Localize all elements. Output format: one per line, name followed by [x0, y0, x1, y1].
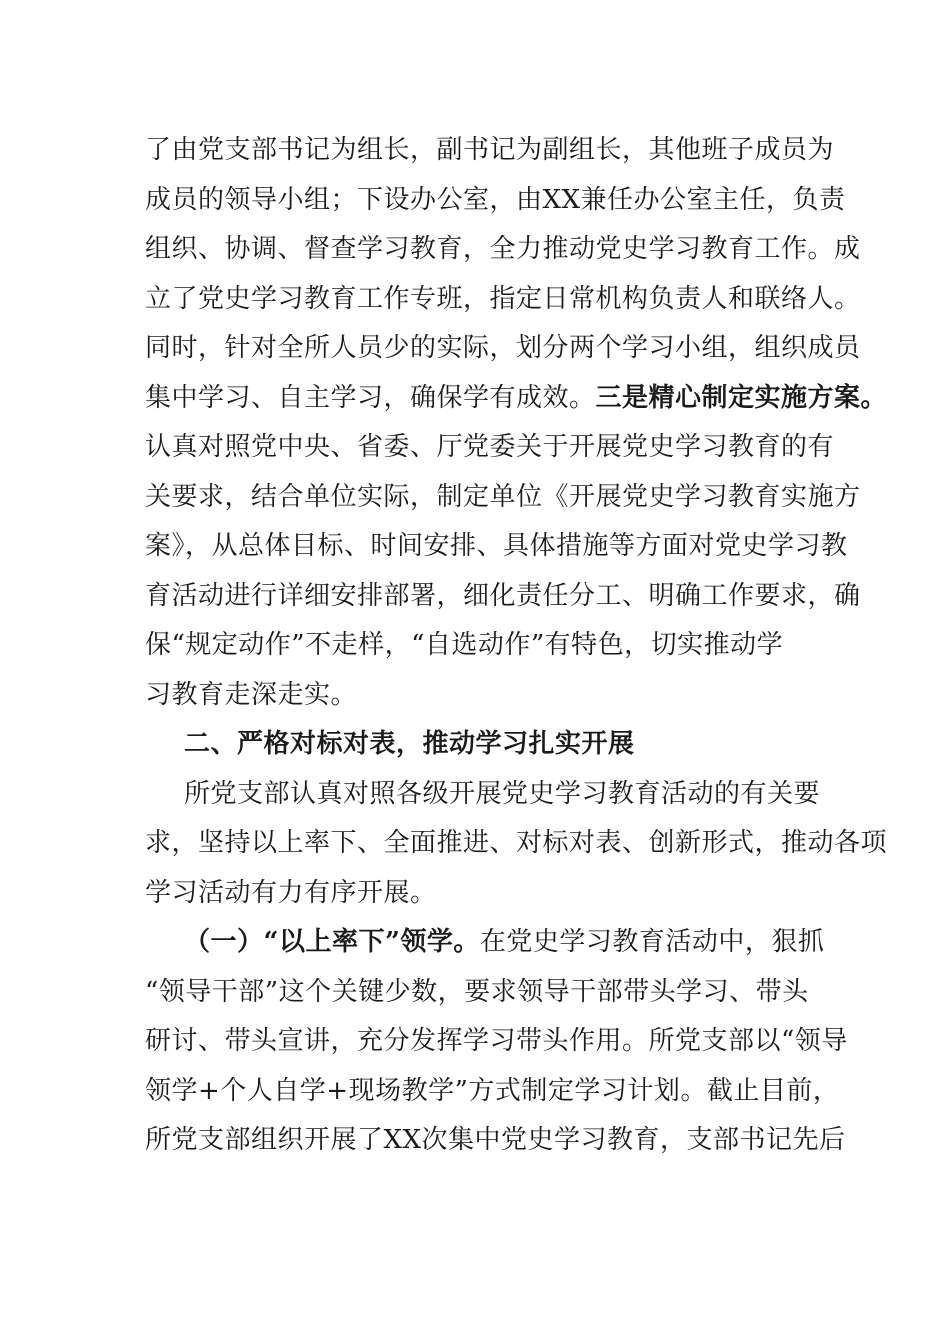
- text-line: 组织、协调、督查学习教育，全力推动党史学习教育工作。成: [145, 234, 861, 264]
- text-line: 了由党支部书记为组长，副书记为副组长，其他班子成员为: [145, 135, 835, 165]
- text-line: 立了党史学习教育工作专班，指定日常机构负责人和联络人。: [145, 283, 861, 314]
- text-line: 保“规定动作”不走样，“自选动作”有特色，切实推动学: [145, 630, 784, 660]
- text-line: 求，坚持以上率下、全面推进、对标对表、创新形式，推动各项: [145, 828, 888, 858]
- text-line: 同时，针对全所人员少的实际，划分两个学习小组，组织成员: [145, 333, 861, 363]
- text-line: 关要求，结合单位实际，制定单位《开展党史学习教育实施方: [145, 481, 861, 512]
- text-line: 学习活动有力有序开展。: [145, 877, 437, 908]
- text-line: 所党支部组织开展了XX次集中党史学习教育，支部书记先后: [145, 1125, 846, 1155]
- text-segment: 集中学习、自主学习，确保学有成效。: [145, 382, 596, 413]
- text-line: 习教育走深走实。: [145, 679, 358, 710]
- text-line: 成员的领导小组；下设办公室，由XX兼任办公室主任，负责: [145, 184, 846, 215]
- bold-heading-inline: 三是精心制定实施方案。: [595, 382, 888, 413]
- section-heading: 二、严格对标对表，推动学习扎实开展: [184, 729, 635, 759]
- text-line: 研讨、带头宣讲，充分发挥学习带头作用。所党支部以“领导: [145, 1026, 848, 1056]
- text-line: 案》，从总体目标、时间安排、具体措施等方面对党史学习教: [145, 531, 848, 561]
- text-segment: 在党史学习教育活动中，狠抓: [479, 927, 825, 957]
- text-line: “领导干部”这个关键少数，要求领导干部带头学习、带头: [145, 976, 809, 1007]
- text-line: [145, 374, 888, 424]
- text-line: 所党支部认真对照各级开展党史学习教育活动的有关要: [184, 778, 821, 809]
- text-line: [145, 918, 825, 968]
- text-line: 认真对照党中央、省委、厅党委关于开展党史学习教育的有: [145, 432, 835, 462]
- document-body: [145, 126, 888, 1166]
- text-line: 领学+个人自学+现场教学”方式制定学习计划。截止目前，: [145, 1075, 840, 1106]
- text-line: 育活动进行详细安排部署，细化责任分工、明确工作要求，确: [145, 580, 861, 611]
- subsection-heading: （一）“以上率下”领学。: [184, 927, 480, 957]
